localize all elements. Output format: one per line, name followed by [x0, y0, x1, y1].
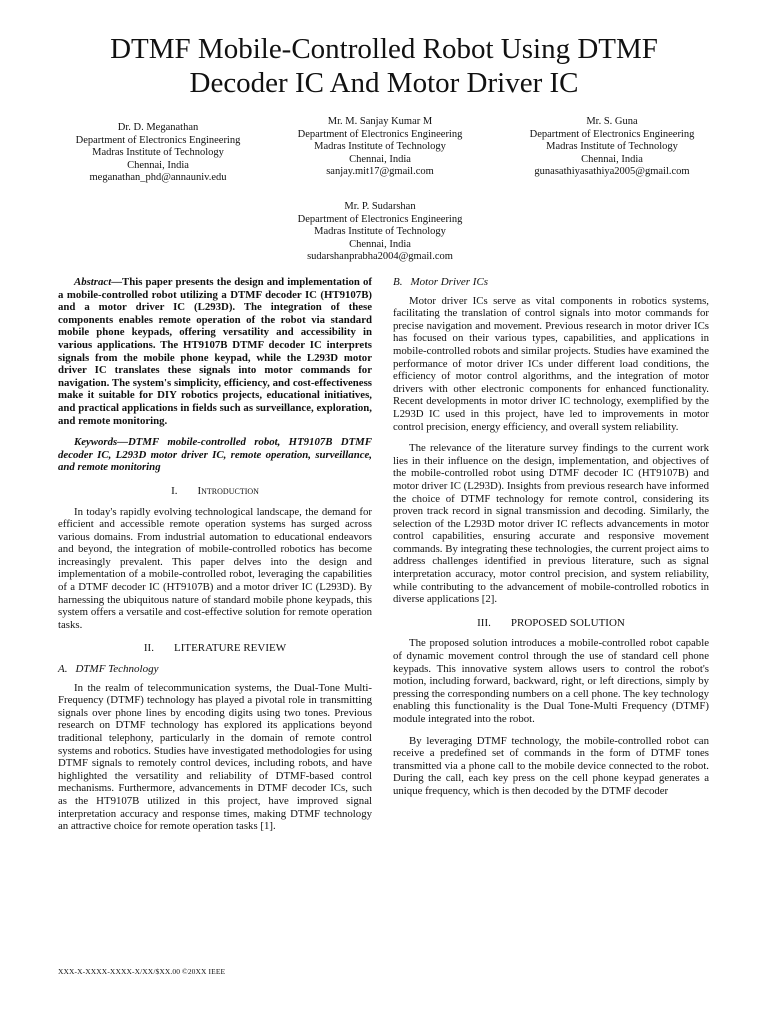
author-3	[497, 116, 727, 179]
author-dept: Department of Electronics Engineering	[75, 134, 241, 146]
proposed-solution-paragraph-2: By leveraging DTMF technology, the mobile-controlled robot can receive a predefined set of commands in the form of DTMF tones transmitted via a phone call to the mobile device connected to the robot. During the call, each key press on the cell phone keypad generates a unique frequency, which is then decoded by the DTMF decoder	[393, 734, 709, 797]
paper-title	[40, 32, 728, 100]
author-city: Chennai, India	[581, 153, 643, 165]
introduction-paragraph: In today's rapidly evolving technological landscape, the demand for efficient and accessible remote operation systems has surged across various domains. From industrial automation to educational endeavors and beyond, the integration of mobile-controlled robotics has become increasingly prevalent. This paper delves into the design and implementation of a mobile-controlled robot, leveraging the capabilities of a DTMF decoder IC (HT9107B) and a motor driver IC (L293D). By harnessing the ubiquitous nature of standard mobile phone keypads, this system offers a versatile and cost-effective solution for remote operation tasks.	[58, 505, 372, 631]
author-email[interactable]: sudarshanprabha2004@gmail.com	[307, 251, 453, 262]
subsection-heading-motor-driver	[393, 276, 709, 289]
section-heading-introduction	[58, 485, 372, 498]
author-name: Mr. S. Guna	[586, 116, 638, 127]
title-line-1: DTMF Mobile-Controlled Robot Using DTMF	[110, 33, 658, 65]
author-inst: Madras Institute of Technology	[546, 141, 678, 152]
proposed-solution-paragraph-1: The proposed solution introduces a mobile-controlled robot capable of dynamic movement control through the use of standard cell phone keypads. This innovative system allows users to control the robot's motion, including forward, backward, right, or left directions, simply by pressing the corresponding numbers on a cell phone. The key technology enabling this functionality is the Dual Tone-Multi Frequency (DTMF) module integrated into the robot.	[393, 637, 709, 725]
subsection-number: B.	[393, 276, 403, 288]
author-email[interactable]: meganathan_phd@annauniv.edu	[89, 172, 227, 183]
right-column	[393, 276, 709, 798]
motor-driver-paragraph-1: Motor driver ICs serve as vital components in robotics systems, facilitating the translation of control signals into motor commands for precise navigation and movement. Previous research in motor driver ICs has focused on their various types, capabilities, and applications in mobile-controlled robots and similar projects. Studies have examined the performance of motor driver ICs under different load conditions, the efficiency of motor control algorithms, and the integration of motor drivers with other electronic components for enhanced functionality. Recent developments in motor driver IC technology, exemplified by the L293D IC used in this project, have led to improvements in motor control precision, energy efficiency, and overall system reliability.	[393, 294, 709, 433]
section-number: II.	[143, 642, 154, 655]
section-number: III.	[477, 616, 491, 629]
subsection-heading-dtmf	[58, 663, 372, 676]
author-2	[265, 116, 495, 179]
subsection-number: A.	[58, 663, 68, 676]
keywords: Keywords—DTMF mobile-controlled robot, HT9107B DTMF decoder IC, L293D motor driver IC, remote operation, surveillance, and remote monitoring	[58, 436, 372, 474]
motor-driver-paragraph-2: The relevance of the literature survey findings to the current work lies in their influence on the design, implementation, and objectives of the mobile-controlled robot using DTMF decoder IC (HT9107B) and motor driver IC (L293D). Insights from previous research have informed the choice of DTMF technology for remote control, considering its proven track record in signal transmission and decoding. Similarly, the selection of the L293D motor driver IC reflects advancements in motor control capabilities, ensuring accurate and responsive movement commands. By integrating these technologies, the current project aims to address challenges identified in previous literature, such as signal interpretation accuracy, motor control precision, and system reliability, while contributing to the advancement of mobile-controlled robotics in diverse applications [2].	[393, 442, 709, 606]
author-1	[43, 122, 273, 185]
author-4	[265, 201, 495, 264]
subsection-title: Motor Driver ICs	[410, 276, 489, 288]
abstract-lead: Abstract	[74, 276, 112, 288]
author-city: Chennai, India	[127, 159, 189, 171]
left-column	[58, 276, 372, 833]
author-dept: Department of Electronics Engineering	[297, 213, 463, 225]
author-name: Dr. D. Meganathan	[117, 122, 199, 133]
author-name: Mr. M. Sanjay Kumar M	[327, 116, 433, 127]
section-title: Introduction	[197, 484, 259, 497]
author-city: Chennai, India	[349, 238, 411, 250]
author-inst: Madras Institute of Technology	[92, 147, 224, 158]
author-inst: Madras Institute of Technology	[314, 226, 446, 237]
section-title: PROPOSED SOLUTION	[510, 616, 625, 629]
abstract-text: —This paper presents the design and implementation of a mobile-controlled robot utilizing a DTMF decoder IC (HT9107B) and a motor driver IC (L293D). The integration of these components enables remote operation of the robot via standard mobile phone keypads, offering versatility and accessibility in various applications. The HT9107B DTMF decoder IC interprets signals from the mobile phone keypad, while the L293D motor driver IC translates these signals into motor commands for navigation. The system's simplicity, efficiency, and cost-effectiveness make it suitable for DIY robotics projects, educational initiatives, and practical applications in fields such as surveillance, exploration, and remote monitoring.	[58, 276, 372, 427]
author-dept: Department of Electronics Engineering	[529, 128, 695, 140]
section-number: I.	[171, 484, 178, 497]
section-heading-literature-review	[58, 642, 372, 655]
dtmf-paragraph: In the realm of telecommunication systems, the Dual-Tone Multi-Frequency (DTMF) technology has played a pivotal role in transmitting signals over phone lines by encoding digits using two tones. Previous research on DTMF technology has explored its applications beyond traditional telephony, particularly in the domain of remote control systems and robotics. Studies have investigated methodologies for using DTMF signals to remotely control devices, including robots, and have highlighted the versatility and reliability of DTMF-based control mechanisms. Furthermore, advancements in DTMF decoder ICs, such as the HT9107B utilized in this project, have improved signal interpretation accuracy and response times, making DTMF technology an attractive choice for remote operation tasks [1].	[58, 681, 372, 833]
author-inst: Madras Institute of Technology	[314, 141, 446, 152]
author-email[interactable]: gunasathiyasathiya2005@gmail.com	[534, 166, 690, 177]
section-heading-proposed-solution	[393, 617, 709, 630]
author-name: Mr. P. Sudarshan	[344, 201, 416, 212]
title-line-2: Decoder IC And Motor Driver IC	[189, 67, 579, 99]
section-title: LITERATURE REVIEW	[173, 642, 287, 655]
abstract	[58, 276, 372, 427]
copyright-footer: XXX-X-XXXX-XXXX-X/XX/$XX.00 ©20XX IEEE	[58, 967, 226, 976]
author-email[interactable]: sanjay.mit17@gmail.com	[326, 166, 434, 177]
subsection-title: DTMF Technology	[75, 663, 159, 676]
author-dept: Department of Electronics Engineering	[297, 128, 463, 140]
author-city: Chennai, India	[349, 153, 411, 165]
